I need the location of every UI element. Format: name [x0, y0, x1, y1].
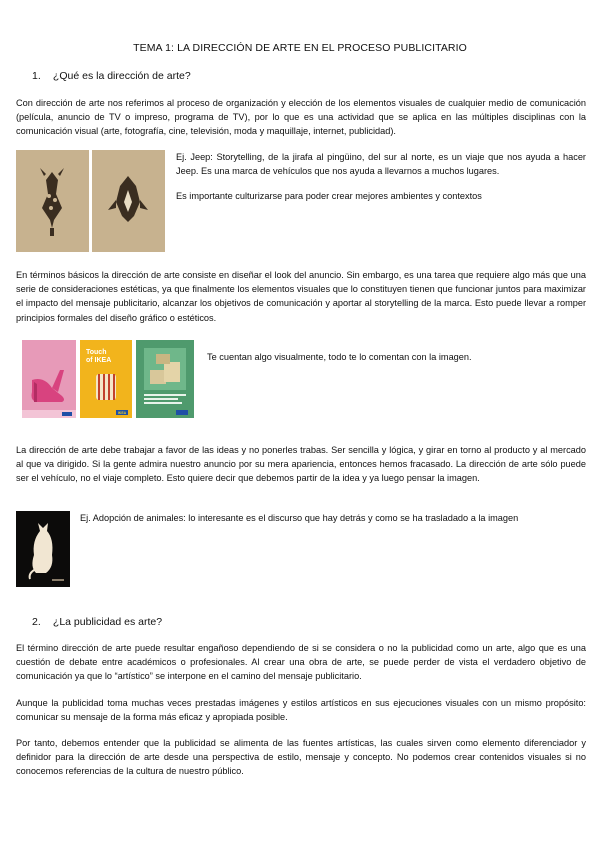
section-1-number: 1.: [32, 70, 41, 82]
jeep-culture-note: Es importante culturizarse para poder crear mejores ambientes y contextos: [176, 191, 482, 201]
page-title: TEMA 1: LA DIRECCIÓN DE ARTE EN EL PROCESO PUBLICITARIO: [133, 42, 467, 54]
section-2-heading-text: ¿La publicidad es arte?: [52, 616, 163, 628]
section-2-heading: [32, 616, 162, 628]
ikea-logo-text: IKEA: [117, 411, 127, 415]
section-1-heading: [32, 70, 191, 82]
ikea-poster-boxes-image: [136, 340, 194, 418]
section-1-heading-text: ¿Qué es la dirección de arte?: [52, 70, 191, 82]
ikea-example-text: Te cuentan algo visualmente, todo te lo comentan con la imagen.: [207, 352, 472, 362]
paragraph-artistic-sources: Por tanto, debemos entender que la publicidad se alimenta de las fuentes artísticas, las cuales sirven como elemento diferenciador y definidor para la dirección de arte desde una perspectiva de estilo, mensaje y concepto. No podemos crear contenidos visuales si no conocemos referencias de la cultura de nuestro público.: [16, 738, 586, 777]
adoption-example-text: Ej. Adopción de animales: lo interesante es el discurso que hay detrás y como se ha trasladado a la imagen: [80, 513, 519, 523]
jeep-example-text: Ej. Jeep: Storytelling, de la jirafa al pingüino, del sur al norte, es un viaje que nos ayuda a hacer Jeep. Es una marca de vehículos que nos ayuda a llevarnos a muchos lugares.: [176, 152, 586, 177]
jeep-giraffe-ad-image: [16, 150, 89, 252]
jeep-penguin-ad-image: [92, 150, 165, 252]
animal-adoption-ad-image: [16, 511, 70, 587]
paragraph-art-direction-definition: Con dirección de arte nos referimos al proceso de organización y elección de los elementos visuales de cualquier medio de comunicación (película, anuncio de TV o impreso, programa de TV), por lo que es una actividad que se aplica en las múltiples disciplinas con la comunicación visual (arte, fotografía, cine, televisión, moda y maquillaje, internet, publicidad).: [16, 98, 586, 137]
paragraph-art-direction-ideas: La dirección de arte debe trabajar a favor de las ideas y no ponerles trabas. Ser sencilla y lógica, y girar en torno al producto y al mercado al que va dirigido. Si la gente admira nuestro anuncio por su mera apariencia, entonces hemos fracasado. La dirección de arte sólo puede ser el vehículo, no el viaje completo. Esto quiere decir que debemos partir de la idea y ya luego pensar la imagen.: [16, 445, 586, 484]
ikea-poster-touch-line1: Touch: [86, 349, 107, 356]
ikea-poster-shoe-image: [22, 340, 76, 418]
paragraph-advertising-art-debate: El término dirección de arte puede resultar engañoso dependiendo de si se considera o no la publicidad como un arte, algo que es una cuestión de debate entre académicos o profesionales. Al crear una obra de arte, se puede perder de vista el verdadero objetivo de comunicación ya que lo “artístico” se interpone en el camino del mensaje publicitario.: [16, 643, 586, 682]
ikea-poster-touch-line2: of IKEA: [86, 357, 112, 364]
section-2-number: 2.: [32, 616, 41, 628]
paragraph-ad-look: En términos básicos la dirección de arte consiste en diseñar el look del anuncio. Sin embargo, es una tarea que requiere algo más que una serie de consideraciones estéticas, ya que finalmente los elementos visuales que lo constituyen tienen que funcionar juntos para maximizar el impacto del mensaje publicitario, alcanzar los objetivos de comunicación y aportar al storytelling de la marca. Esto puede llevar a romper principios formales del diseño gráfico o estéticos.: [16, 270, 586, 323]
paragraph-borrowed-styles: Aunque la publicidad toma muchas veces prestadas imágenes y estilos artísticos en sus ejecuciones visuales con un mismo propósito: comunicar su mensaje de la forma más eficaz y apropiada posible.: [16, 698, 586, 723]
ikea-poster-touch-image: [80, 340, 132, 418]
